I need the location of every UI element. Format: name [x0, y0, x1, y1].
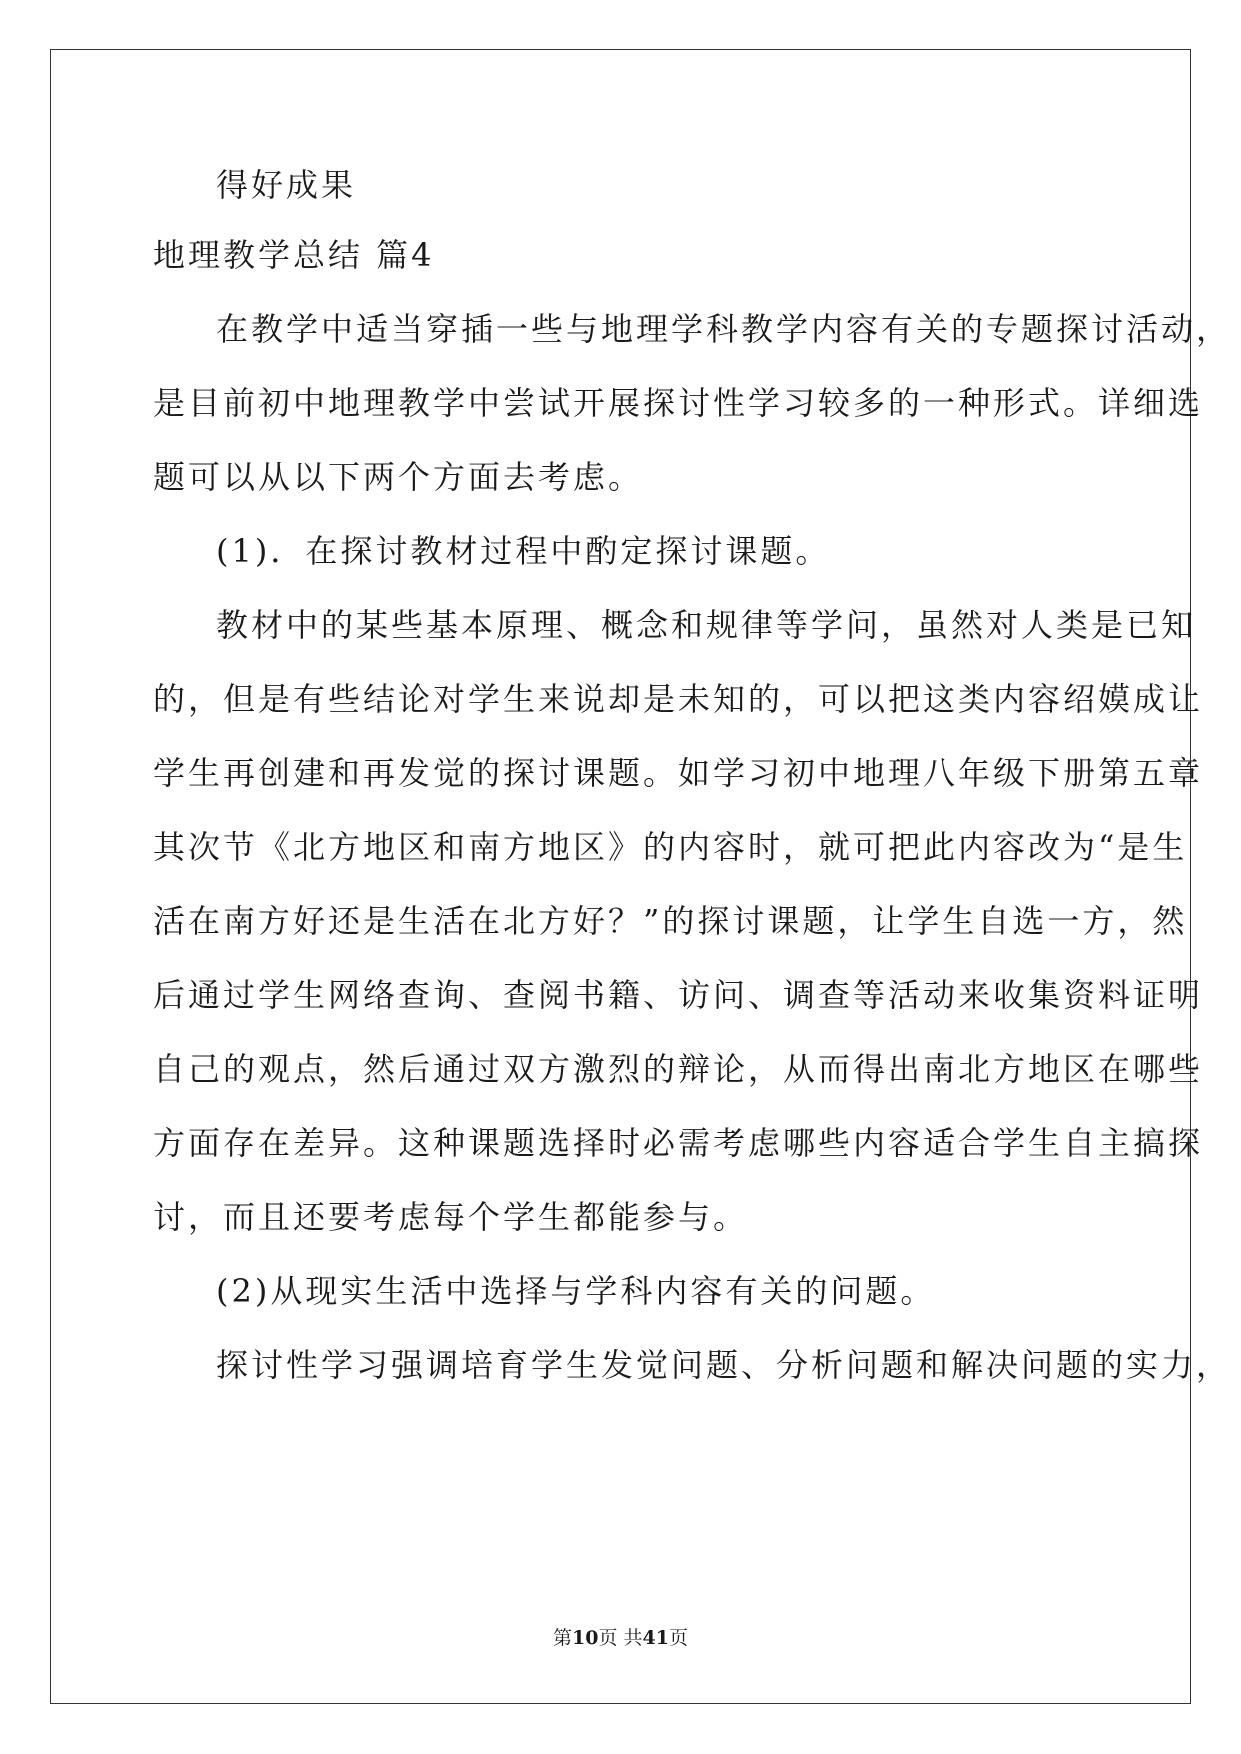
footer-middle: 页 共 [598, 1627, 643, 1649]
paragraph-line: 是目前初中地理教学中尝试开展探讨性学习较多的一种形式。详细选 [153, 384, 1204, 422]
paragraph-line: 探讨性学习强调培育学生发觉问题、分析问题和解决问题的实力， [216, 1346, 1232, 1384]
paragraph-line: 学生再创建和再发觉的探讨课题。如学习初中地理八年级下册第五章 [153, 754, 1204, 792]
paragraph-line: (1)．在探讨教材过程中酌定探讨课题。 [216, 532, 831, 570]
paragraph-line: 讨，而且还要考虑每个学生都能参与。 [153, 1198, 749, 1236]
paragraph-line: 题可以从以下两个方面去考虑。 [153, 458, 644, 496]
paragraph-line: 教材中的某些基本原理、概念和规律等学问，虽然对人类是已知 [216, 606, 1197, 644]
section-heading: 地理教学总结 篇4 [153, 236, 435, 274]
footer-suffix: 页 [668, 1627, 688, 1649]
page-border [50, 49, 1191, 1704]
paragraph-line: 活在南方好还是生活在北方好？”的探讨课题，让学生自选一方，然 [153, 902, 1188, 940]
current-page-number: 10 [572, 1627, 599, 1649]
paragraph-line: 的，但是有些结论对学生来说却是未知的，可以把这类内容绍嫫成让 [153, 680, 1204, 718]
paragraph-line: 在教学中适当穿插一些与地理学科教学内容有关的专题探讨活动， [216, 310, 1232, 348]
paragraph-line: 得好成果 [216, 166, 357, 204]
paragraph-line: 方面存在差异。这种课题选择时必需考虑哪些内容适合学生自主搞探 [153, 1124, 1204, 1162]
paragraph-line: 后通过学生网络查询、查阅书籍、访问、调查等活动来收集资料证明 [153, 976, 1204, 1014]
paragraph-line: (2)从现实生活中选择与学科内容有关的问题。 [216, 1272, 936, 1310]
paragraph-line: 自己的观点，然后通过双方激烈的辩论，从而得出南北方地区在哪些 [153, 1050, 1204, 1088]
page-footer [0, 1626, 1241, 1650]
paragraph-line: 其次节《北方地区和南方地区》的内容时，就可把此内容改为“是生 [153, 828, 1188, 866]
total-pages-number: 41 [642, 1627, 669, 1649]
footer-prefix: 第 [553, 1627, 573, 1649]
